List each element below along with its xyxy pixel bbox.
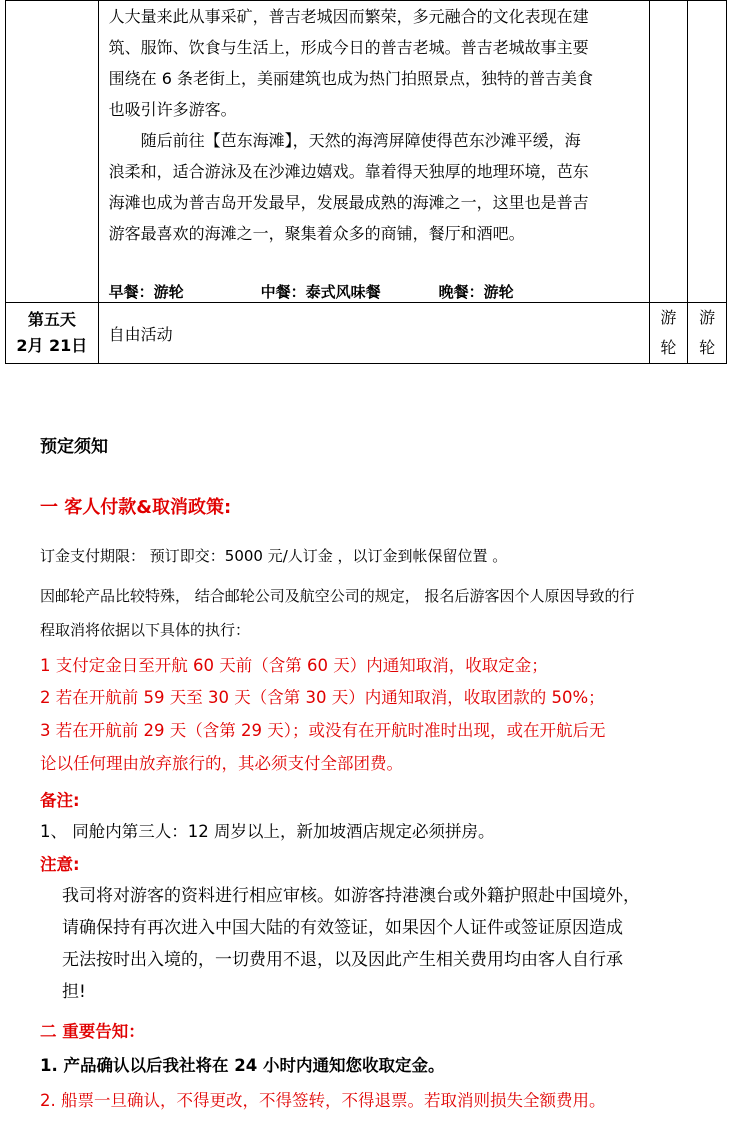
paragraph-line — [109, 125, 637, 156]
paragraph-line: 围绕在 6 条老街上，美丽建筑也成为热门拍照景点，独特的普吉美食 — [108, 69, 594, 88]
attention-line: 我司将对游客的资料进行相应审核。如游客持港澳台或外籍护照赴中国境外， — [62, 886, 640, 906]
oldtown-paragraph — [99, 1, 649, 125]
spacer — [99, 249, 649, 272]
section2-title: 二 重要告知： — [40, 1022, 145, 1041]
section1-title: 一 客人付款&取消政策: — [40, 497, 232, 518]
remark-text: 1、 同舱内第三人：12 周岁以上，新加坡酒店规定必须拼房。 — [40, 822, 495, 841]
lunch-label: 中餐：泰式风味餐 — [260, 283, 381, 301]
paragraph-line: 筑、服饰、饮食与生活上，形成今日的普吉老城。普吉老城故事主要 — [108, 38, 589, 57]
day5-meal-cell-1 — [649, 303, 688, 364]
attention-line: 请确保持有再次进入中国大陆的有效签证，如果因个人证件或签证原因造成 — [62, 918, 623, 938]
day5-date: 2月 21日 — [16, 336, 88, 355]
day-cell-empty — [6, 1, 99, 303]
paragraph-line: 海滩也成为普吉岛开发最早，发展最成熟的海滩之一，这里也是普吉 — [108, 193, 589, 212]
paragraph-line: 浪柔和，适合游泳及在沙滩边嬉戏。靠着得天独厚的地理环境，芭东 — [108, 162, 589, 181]
cancel-rule-3: 3 若在开航前 29 天（含第 29 天）；或没有在开航时准时出现，或在开航后无 — [40, 721, 606, 740]
paragraph-line-text: 随后前往【芭东海滩】，天然的海湾屏障使得芭东沙滩平缓，海 — [140, 131, 581, 150]
important-item-2: 2. 船票一旦确认，不得更改，不得签转，不得退票。若取消则损失全额费用。 — [40, 1091, 606, 1110]
attention-text — [62, 880, 738, 1008]
breakfast-label: 早餐：游轮 — [108, 283, 184, 301]
meal-text: 轮 — [660, 338, 677, 357]
day5-activity: 自由活动 — [108, 324, 173, 344]
meal-col-cell — [649, 1, 688, 303]
deposit-text: 订金支付期限： 预订即交：5000 元/人订金 ，以订金到帐保留位置 。 — [40, 547, 508, 565]
cancel-rule-1: 1 支付定金日至开航 60 天前（含第 60 天）内通知取消，收取定金； — [40, 656, 548, 675]
paragraph-line: 游客最喜欢的海滩之一，聚集着众多的商铺，餐厅和酒吧。 — [108, 224, 525, 243]
cancel-rule-3-cont: 论以任何理由放弃旅行的，其必须支付全部团费。 — [40, 754, 403, 773]
attention-line: 无法按时出入境的，一切费用不退，以及因此产生相关费用均由客人自行承 — [62, 950, 623, 970]
cancel-intro-line: 因邮轮产品比较特殊， 结合邮轮公司及航空公司的规定， 报名后游客因个人原因导致的行 — [40, 587, 635, 605]
day5-activity-cell — [98, 303, 649, 364]
day5-meal-cell-2 — [688, 303, 727, 364]
cancel-rule-2: 2 若在开航前 59 天至 30 天（含第 30 天）内通知取消，收取团款的 50%； — [40, 688, 605, 707]
day4-continued-row — [6, 1, 727, 303]
remark-title: 备注: — [40, 791, 80, 810]
meal-text: 轮 — [699, 338, 716, 357]
dinner-label: 晚餐：游轮 — [438, 283, 514, 301]
meals-row — [99, 272, 649, 302]
important-item-1: 1. 产品确认以后我社将在 24 小时内通知您收取定金。 — [40, 1056, 445, 1075]
paragraph-line: 也吸引许多游客。 — [108, 100, 237, 119]
beach-paragraph — [99, 125, 649, 249]
paragraph-line: 人大量来此从事采矿，普吉老城因而繁荣，多元融合的文化表现在建 — [108, 7, 589, 26]
notice-title: 预定须知 — [40, 437, 108, 457]
itinerary-content-cell — [98, 1, 649, 303]
meal-text: 游 — [699, 308, 716, 327]
day5-row — [6, 303, 727, 364]
meal-text: 游 — [660, 308, 677, 327]
day5-day-cell — [6, 303, 99, 364]
meal-col-cell — [688, 1, 727, 303]
attention-line: 担! — [62, 982, 86, 1002]
day5-title: 第五天 — [27, 310, 76, 329]
cancel-intro-line: 程取消将依据以下具体的执行： — [40, 621, 251, 639]
itinerary-table — [5, 0, 727, 364]
attention-title: 注意: — [40, 855, 80, 874]
